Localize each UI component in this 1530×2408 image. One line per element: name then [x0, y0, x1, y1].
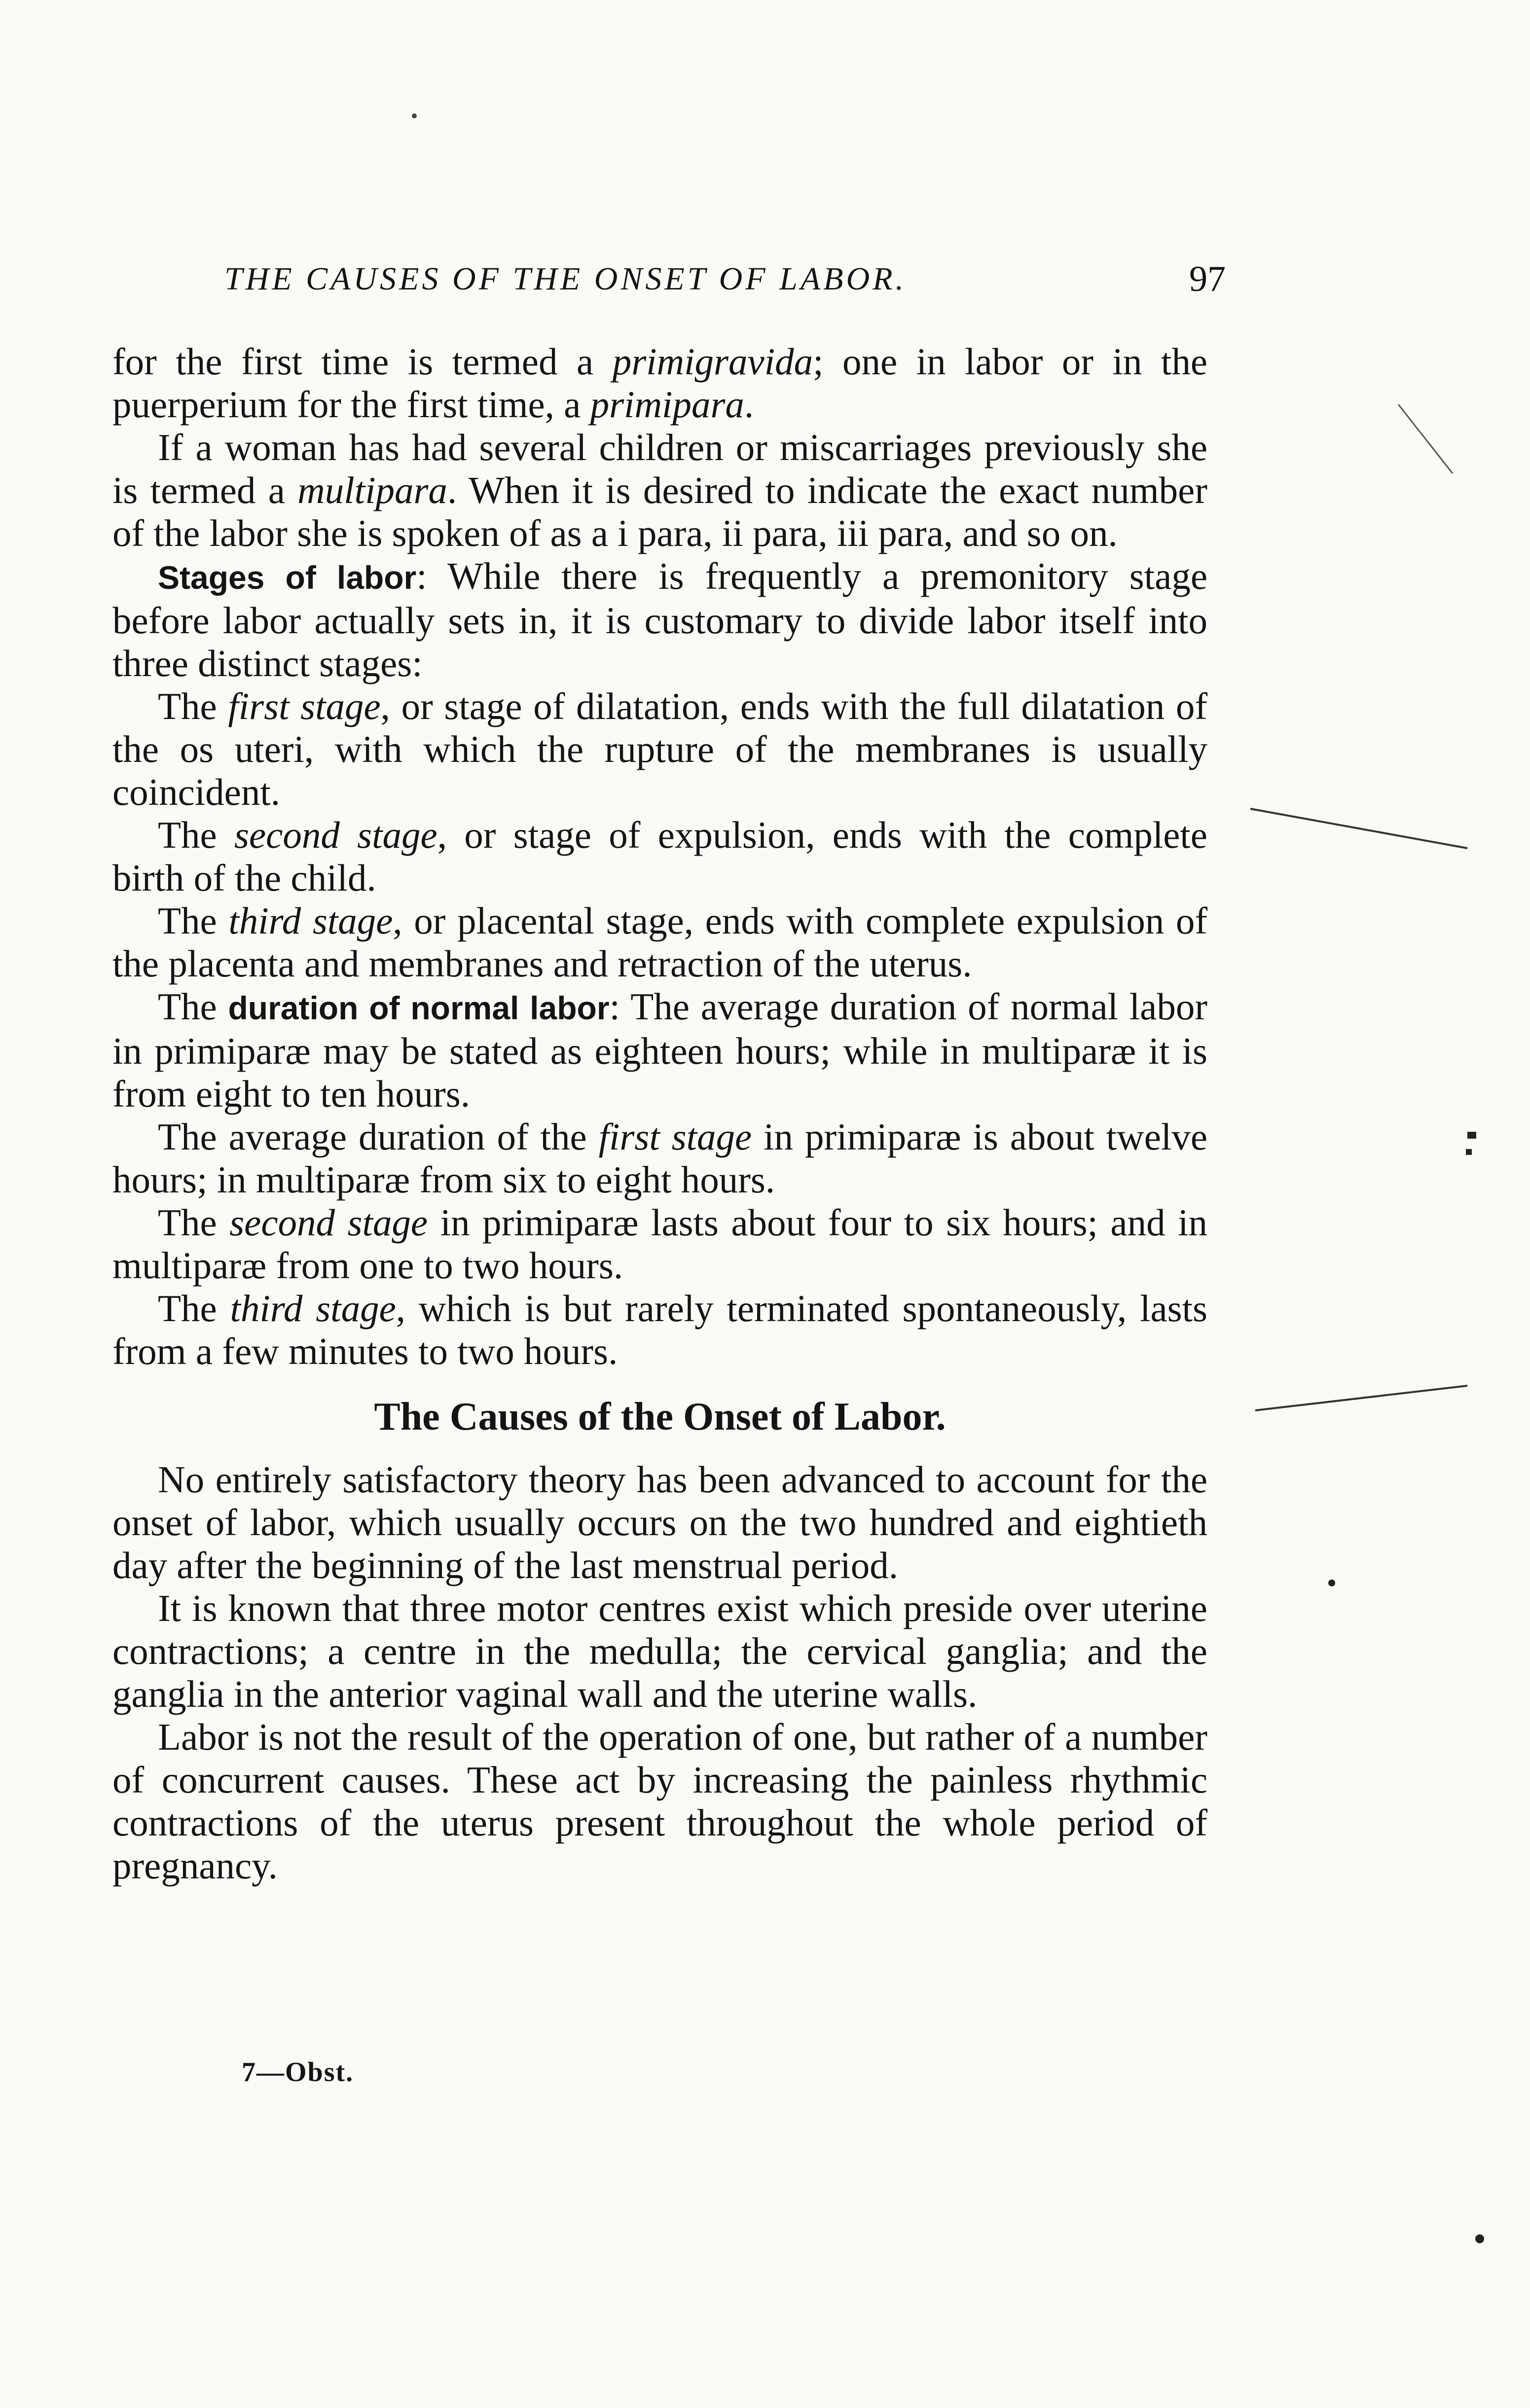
margin-dot-1	[1328, 1580, 1335, 1586]
paragraphs-section	[112, 1458, 1207, 1887]
text-run: The	[158, 685, 228, 727]
text-run: Labor is not the result of the operation of one, but rather of a number of concurrent causes. These act by increasing the painless rhythmic contractions of the uterus present throughout the whole period of pregnancy.	[112, 1716, 1207, 1887]
italic-term: multipara	[297, 469, 447, 511]
text-run: : The average duration of normal labor in primiparæ may be stated as eighteen hours; while in multiparæ it is from eight to ten hours.	[112, 985, 1207, 1115]
text-run: : While there is frequently a premonitory stage before labor actually sets in, it is customary to divide labor itself into three distinct stages:	[112, 555, 1207, 684]
italic-term: primigravida	[612, 340, 813, 383]
italic-term: first stage	[228, 685, 381, 727]
text-run: .	[744, 383, 754, 426]
text-run: It is known that three motor centres exist which preside over uterine contractions; a centre in the medulla; the cervical ganglia; and the ganglia in the anterior vaginal wall and the uterine walls.	[112, 1587, 1207, 1715]
margin-pencil-line-1	[1250, 809, 1467, 848]
signature-mark: 7—Obst.	[242, 2057, 354, 2087]
paragraph	[112, 1201, 1207, 1287]
paragraph	[112, 899, 1207, 985]
italic-term: second stage	[234, 814, 437, 856]
italic-term: primipara	[590, 383, 744, 426]
text-run: The	[158, 1201, 230, 1244]
paragraph	[112, 1587, 1207, 1716]
text-run: , or stage of dilatation, ends with the full dilatation of the os uteri, with which the rupture of the membranes is usually coincident.	[112, 685, 1207, 813]
paragraph	[112, 555, 1207, 685]
margin-mark-1	[1467, 1132, 1476, 1139]
text-run: The average duration of the	[158, 1115, 599, 1158]
paragraph	[112, 340, 1207, 426]
paragraph	[112, 1115, 1207, 1201]
text-run: , which is but rarely terminated spontaneously, lasts from a few minutes to two hours.	[112, 1287, 1207, 1372]
run-in-heading: duration of normal labor	[228, 990, 610, 1026]
italic-term: third stage	[230, 1287, 396, 1330]
text-run: , or stage of expulsion, ends with the complete birth of the child.	[112, 814, 1207, 899]
section-heading: The Causes of the Onset of Labor.	[374, 1395, 946, 1438]
text-run: , or placental stage, ends with complete expulsion of the placenta and membranes and retraction of the uterus.	[112, 899, 1207, 985]
running-head: THE CAUSES OF THE ONSET OF LABOR.	[224, 261, 907, 297]
paragraph	[112, 1716, 1207, 1887]
paragraph	[112, 426, 1207, 555]
page-number: 97	[1189, 259, 1226, 299]
paragraph	[112, 985, 1207, 1115]
text-run: The	[158, 814, 235, 856]
margin-mark-2	[1466, 1149, 1472, 1155]
page-body	[112, 340, 1207, 1887]
text-run: The	[158, 899, 229, 942]
paragraph	[112, 685, 1207, 814]
top-specks	[412, 113, 417, 118]
text-run: for the first time is termed a	[112, 340, 613, 383]
text-run: No entirely satisfactory theory has been advanced to account for the onset of labor, which usually occurs on the two hundred and eightieth day after the beginning of the last menstrual period.	[112, 1458, 1207, 1586]
paragraph	[112, 814, 1207, 899]
text-run: The	[158, 985, 228, 1028]
run-in-heading: Stages of labor	[158, 559, 417, 596]
italic-term: first stage	[598, 1115, 752, 1158]
margin-pencil-line-3	[1398, 404, 1453, 473]
text-run: in primiparæ is about twelve hours; in multiparæ from six to eight hours.	[112, 1115, 1207, 1201]
text-run: . When it is desired to indicate the exact number of the labor she is spoken of as a i para, ii para, iii para, and so on.	[112, 469, 1207, 554]
text-run: in primiparæ lasts about four to six hours; and in multiparæ from one to two hours.	[112, 1201, 1207, 1287]
text-run: If a woman has had several children or miscarriages previously she is termed a	[112, 426, 1207, 511]
margin-dot-2	[1475, 2234, 1484, 2243]
paragraph	[112, 1458, 1207, 1587]
paragraph	[112, 1287, 1207, 1373]
paragraphs-top	[112, 340, 1207, 1373]
text-run: ; one in labor or in the puerperium for the first time, a	[112, 340, 1208, 426]
italic-term: second stage	[229, 1201, 428, 1244]
italic-term: third stage	[228, 899, 393, 942]
page-header	[224, 256, 1226, 306]
text-run: The	[158, 1287, 230, 1330]
margin-pencil-line-2	[1255, 1386, 1467, 1410]
